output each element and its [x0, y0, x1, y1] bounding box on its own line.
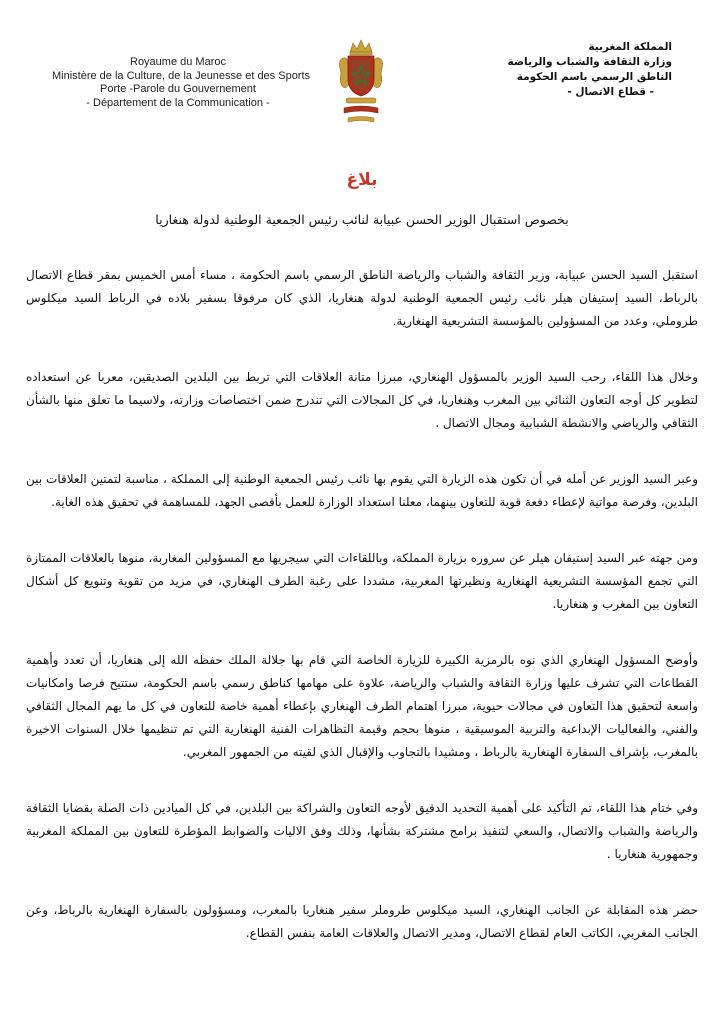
paragraph: وأوضح المسؤول الهنغاري الذي نوه بالرمزية الكبيرة للزيارة الخاصة التي قام بها جلالة الملك حفظه الله إلى هنغاريا، أن تعدد وأهمية القطاعات التي تشرف عليها وزارة الثقافة والشباب والرياضة، علاوة على مهامها كناطق رسمي باسم الحكومة، ستتيح فرصا وامكانيات واسعة لتحقيق هذا التعاون في مجالات حيوية، مبرزا اهتمام الطرف الهنغاري بإعطاء أهمية خاصة للتعاون في كل ما يهم المجال الثقافي والفني، والفعاليات الإبداعية والتربية الموسيقية ، منوها بحجم وقيمة التظاهرات الفنية الهنغارية التي تم تنظيمها خلال السنوات الاخيرة بالمغرب، بإشراف السفارة الهنغارية بالرباط ، ومشيدا بالتجاوب والإقبال الذي لقيته من الجمهور المغربي. — [26, 653, 698, 759]
document-body — [26, 264, 698, 978]
arabic-letterhead — [482, 40, 672, 100]
paragraph: ومن جهته عبر السيد إستيفان هيلر عن سروره بزيارة المملكة، وباللقاءات التي سيجريها مع المسؤولين المغاربة، منوها بالعلاقات الممتازة التي تجمع المؤسسة التشريعية الهنغارية ونظيرتها المغربية، مشددا على رغبة الطرف الهنغاري، في مزيد من تقوية وتنويع كل أشكال التعاون بين المغرب و هنغاريا. — [26, 551, 698, 611]
paragraph: وخلال هذا اللقاء، رحب السيد الوزير بالمسؤول الهنغاري، مبرزا متانة العلاقات التي تربط بين البلدين الصديقين، معربا عن استعداده لتطوير كل أوجه التعاون الثنائي بين المغرب وهنغاريا، في كل المجالات التي تندرج ضمن اختصاصات وزارته، ولاسيما ما تعلق منها بالشأن الثقافي والرياضي والانشطة الشبابية ومجال الاتصال . — [26, 370, 698, 430]
department-ar: - قطاع الاتصال - — [567, 86, 654, 98]
ministry-name-fr: Ministère de la Culture, de la Jeunesse et des Sports — [52, 69, 311, 82]
paragraph: وعبر السيد الوزير عن أمله في أن تكون هذه الزيارة التي يقوم بها نائب رئيس الجمعية الوطنية إلى المملكة ، مناسبة لتمتين العلاقات بين البلدين، وفرصة مواتية لإعطاء دفعة قوية للتعاون بينهما، معلنا استعداد الوزارة للعمل بأقصى الجهد، للمساهمة في تحقيق هذه الغاية. — [26, 472, 698, 509]
spokesperson-fr: Porte -Parole du Gouvernement — [100, 83, 256, 95]
document-subtitle: بخصوص استقبال الوزير الحسن عبيابة لنائب رئيس الجمعية الوطنية لدولة هنغاريا — [155, 212, 569, 227]
kingdom-name-ar: المملكة المغربية — [588, 41, 672, 53]
spokesperson-ar: الناطق الرسمي باسم الحكومة — [516, 71, 672, 83]
department-fr: - Département de la Communication - — [86, 96, 270, 109]
paragraph: استقبل السيد الحسن عبيابة، وزير الثقافة والشباب والرياضة الناطق الرسمي باسم الحكومة ، مساء أمس الخميس بمقر قطاع الاتصال بالرباط، السيد إستيفان هيلر نائب رئيس الجمعية الوطنية لدولة هنغاريا، الذي كان مرفوقا بسفير بلاده في الرباط السيد ميكلوس طروملي، وعدد من المسؤولين بالمؤسسة التشريعية الهنغارية. — [26, 268, 698, 328]
paragraph: حضر هذه المقابلة عن الجانب الهنغاري، السيد ميكلوس طروملر سفير هنغاريا بالمغرب، ومسؤولون بالسفارة الهنغارية بالرباط، وعن الجانب المغربي، الكاتب العام لقطاع الاتصال، ومدير الاتصال والعلاقات العامة بنفس القطاع. — [26, 903, 698, 940]
french-letterhead — [52, 56, 311, 110]
moroccan-coat-of-arms-icon — [338, 38, 384, 134]
document-title: بلاغ — [346, 170, 378, 190]
kingdom-name-fr: Royaume du Maroc — [130, 56, 226, 68]
ministry-name-ar: وزارة الثقافة والشباب والرياضة — [507, 56, 672, 68]
paragraph: وفي ختام هذا اللقاء، تم التأكيد على أهمية التحديد الدقيق لأوجه التعاون والشراكة بين البلدين، في كل الميادين ذات الصلة بقضايا الثقافة والرياضة والشباب والاتصال، والسعي لتنفيذ برامج مشتركة بشأنها، وذلك وفق الاليات والضوابط المؤطرة للتعاون بين المملكة المغربية وجمهورية هنغاريا . — [26, 801, 698, 861]
